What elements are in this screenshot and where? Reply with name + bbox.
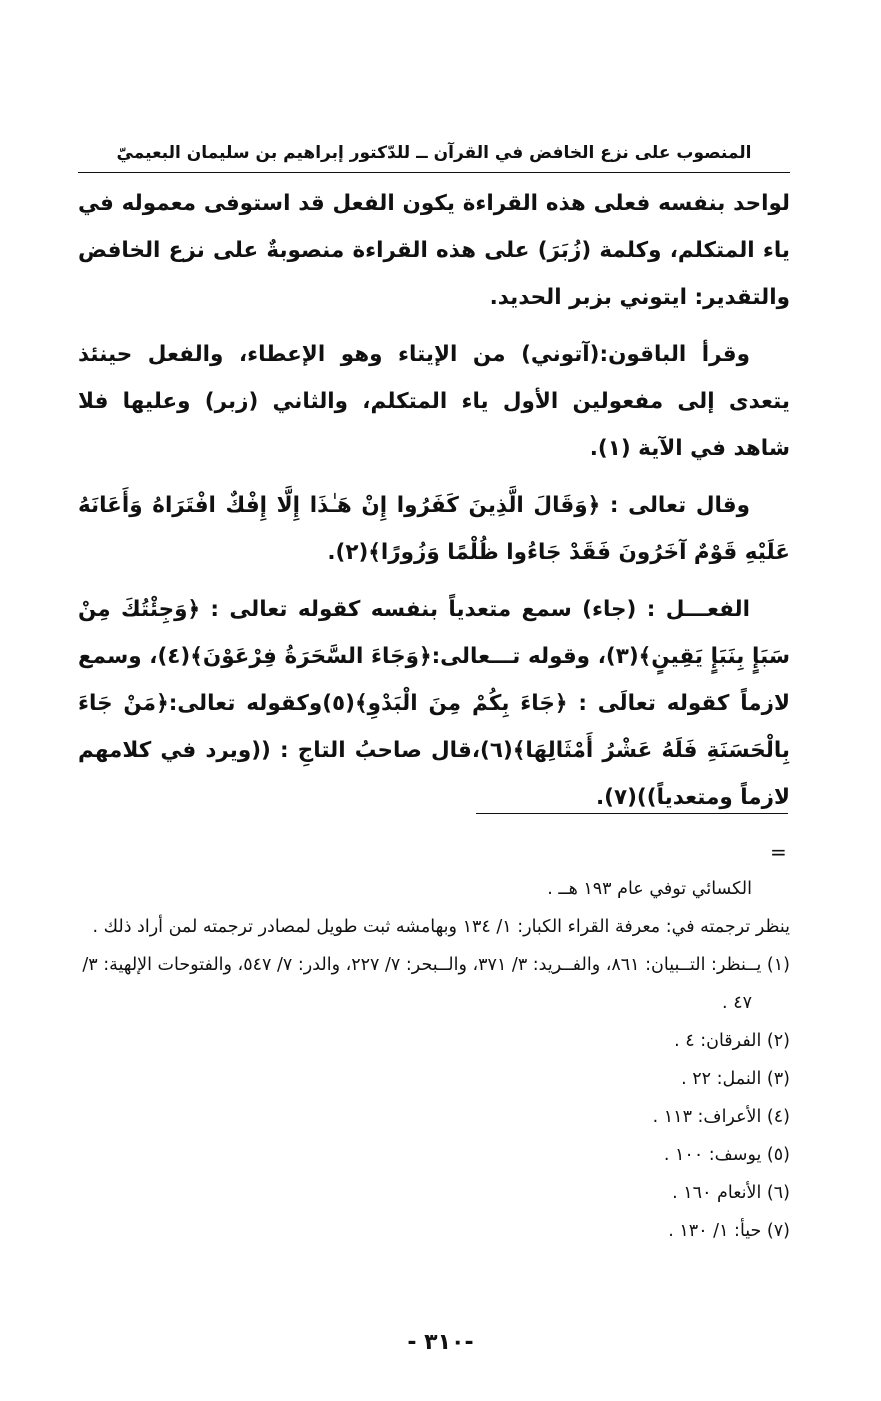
footnote-6: (٦) الأنعام ١٦٠ .: [672, 1183, 790, 1203]
body-paragraph-4: الفعـــل : (جاء) سمع متعدياً بنفسه كقوله تعالى : ﴿وَجِئْتُكَ مِنْ سَبَإٍ بِنَبَإٍ يَقِينٍ﴾(٣)، وقوله تـــعالى:﴿وَجَاءَ السَّحَرَةُ فِرْعَوْنَ﴾(٤)، وسمع لازماً كقوله تعالَى : ﴿جَاءَ بِكُمْ مِنَ الْبَدْوِ﴾(٥)وكقوله تعالى:﴿مَنْ جَاءَ بِالْحَسَنَةِ فَلَهُ عَشْرُ أَمْثَالِهَا﴾(٦)،قال صاحبُ التاجِ : ((ويرد في كلامهم لازماً ومتعدياً))(٧).: [78, 597, 791, 810]
footnote-divider: [476, 813, 788, 814]
footnote-7: (٧) حيأ: ١/ ١٣٠ .: [668, 1221, 790, 1241]
footnote-continued-line-1: الكسائي توفي عام ١٩٣ هــ .: [547, 879, 752, 899]
footnote-5: (٥) يوسف: ١٠٠ .: [663, 1145, 790, 1165]
footnote-4: (٤) الأعراف: ١١٣ .: [652, 1107, 790, 1127]
footnotes: [78, 870, 790, 1250]
main-text: [78, 180, 790, 821]
header-divider: [78, 172, 790, 173]
footnote-3: (٣) النمل: ٢٢ .: [681, 1069, 790, 1089]
footnote-continuation-mark: =: [770, 840, 787, 864]
running-header: المنصوب على نزع الخافض في القرآن ــ للدّكتور إبراهيم بن سليمان البعيميّ: [116, 143, 752, 163]
body-paragraph-2: وقرأ الباقون:(آتوني) من الإيتاء وهو الإعطاء، والفعل حينئذ يتعدى إلى مفعولين الأول ياء المتكلم، والثاني (زبر) وعليها فلا شاهد في الآية (١).: [78, 342, 790, 461]
footnote-1: (١) يــنظر: التــبيان: ٨٦١، والفــريد: ٣/ ٣٧١، والــبحر: ٧/ ٢٢٧، والدر: ٧/ ٥٤٧، والفتوحات الإلهية: ٣/ ٤٧ .: [82, 955, 790, 1013]
body-paragraph-3: وقال تعالى : ﴿وَقَالَ الَّذِينَ كَفَرُوا إِنْ هَـٰذَا إِلَّا إِفْكٌ افْتَرَاهُ وَأَعَانَهُ عَلَيْهِ قَوْمٌ آخَرُونَ فَقَدْ جَاءُوا ظُلْمًا وَزُورًا﴾(٢).: [78, 493, 790, 565]
footnote-continued-line-2: ينظر ترجمته في: معرفة القراء الكبار: ١/ ١٣٤ وبهامشه ثبت طويل لمصادر ترجمته لمن أراد ذلك .: [92, 917, 790, 937]
footnote-2: (٢) الفرقان: ٤ .: [674, 1031, 790, 1051]
page-number: -٣١٠ -: [407, 1330, 474, 1355]
body-paragraph-1: لواحد بنفسه فعلى هذه القراءة يكون الفعل قد استوفى معموله في ياء المتكلم، وكلمة (زُبَرَ) على هذه القراءة منصوبةٌ على نزع الخافض والتقدير: ايتوني بزبر الحديد.: [78, 191, 790, 310]
